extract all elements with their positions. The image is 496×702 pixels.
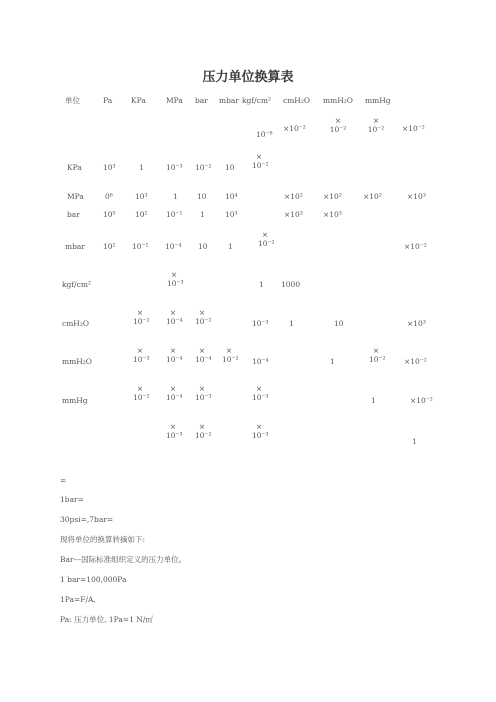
header-kgfcm2: kgf/cm² — [242, 96, 271, 105]
cell: ×10³ — [284, 210, 303, 219]
cell: 10⁻¹ — [132, 242, 149, 251]
cell: × 10⁻² — [133, 384, 150, 402]
cell: × 10⁻² — [222, 346, 239, 364]
cell: × 10⁻³ — [252, 384, 269, 402]
header-cmh2o: cmH₂O — [283, 96, 311, 105]
row-label-kpa: KPa — [67, 163, 82, 172]
cell: × 10⁻⁴ — [166, 384, 183, 402]
cell: ×10² — [284, 192, 303, 201]
page-title: 压力单位换算表 — [202, 70, 294, 85]
header-unit: 单位 — [65, 96, 80, 105]
cell: × 10⁻² — [258, 230, 275, 248]
cell: ×10³ — [407, 319, 426, 328]
cell: 10⁻⁴ — [165, 242, 182, 251]
cell: ×10⁻² — [283, 124, 306, 133]
header-bar: bar — [195, 96, 208, 105]
cell: 10² — [103, 242, 116, 251]
cell: 1 — [371, 396, 376, 405]
cell: × 10⁻⁴ — [166, 346, 183, 364]
header-mmhg: mmHg — [365, 96, 391, 105]
header-pa: Pa — [103, 96, 113, 105]
row-label-bar: bar — [67, 210, 80, 219]
body-line: 30psi=,7bar= — [60, 515, 114, 524]
cell: ×10² — [323, 192, 342, 201]
header-mbar: mbar — [219, 96, 239, 105]
cell: × 10⁻³ — [252, 422, 269, 440]
cell: 1 — [139, 163, 144, 172]
row-label-mpa: MPa — [67, 192, 84, 201]
cell: ×10⁻² — [402, 124, 425, 133]
cell: 10 — [198, 242, 208, 251]
cell: × 10⁻³ — [133, 346, 150, 364]
cell: 1 — [228, 242, 233, 251]
cell: ×10⁻² — [404, 357, 427, 366]
cell: 10⁴ — [225, 192, 238, 201]
cell: 10⁻¹ — [166, 210, 183, 219]
cell: 10⁻³ — [252, 319, 269, 328]
cell: × 10⁻⁴ — [195, 346, 212, 364]
cell: 10³ — [103, 163, 116, 172]
cell: ×10⁻² — [410, 396, 433, 405]
cell: × 10⁻² — [367, 116, 385, 134]
cell: ×10³ — [323, 210, 342, 219]
cell: × 10⁻² — [195, 308, 212, 326]
cell: 1 — [173, 192, 178, 201]
header-kpa: KPa — [131, 96, 146, 105]
row-label-cmh2o: cmH₂O — [62, 319, 90, 328]
cell: 1 — [200, 210, 205, 219]
body-line: Bar---国际标准组织定义的压力单位。 — [60, 555, 187, 564]
cell: × 10⁻² — [133, 308, 150, 326]
cell: × 10⁻⁴ — [166, 308, 183, 326]
cell: × 10⁻³ — [195, 384, 212, 402]
cell: 10 — [197, 192, 207, 201]
body-line: = — [60, 476, 67, 485]
cell: 10⁵ — [103, 210, 116, 219]
row-label-mmhg: mmHg — [62, 396, 88, 405]
cell: 1 — [289, 319, 294, 328]
cell: × 10⁻² — [329, 116, 347, 134]
cell: 1 — [330, 357, 335, 366]
cell: 10³ — [225, 210, 238, 219]
header-mmh2o: mmH₂O — [323, 96, 353, 105]
cell: ×10² — [363, 192, 382, 201]
cell: × 10⁻³ — [167, 270, 184, 288]
cell: × 10⁻² — [195, 422, 212, 440]
cell: 10⁻² — [195, 163, 212, 172]
row-label-mmh2o: mmH₂O — [62, 357, 92, 366]
cell: 10 — [225, 163, 235, 172]
row-label-mbar: mbar — [65, 242, 85, 251]
cell: 10⁻⁸ — [256, 130, 273, 139]
cell: × 10⁻² — [369, 346, 386, 364]
cell: 10³ — [135, 192, 148, 201]
body-line: 现将单位的换算转摘如下: — [60, 535, 146, 544]
cell: ×10⁻² — [404, 242, 427, 251]
cell: × 10⁻² — [252, 152, 269, 170]
row-label-kgfcm2: kgf/cm² — [62, 280, 91, 289]
cell: × 10⁻³ — [166, 422, 183, 440]
cell: 1 — [412, 437, 417, 446]
header-mpa: MPa — [166, 96, 183, 105]
cell: 0⁶ — [105, 192, 113, 201]
cell: 10 — [334, 319, 344, 328]
cell: 10⁻⁴ — [252, 357, 269, 366]
cell: 1000 — [281, 280, 301, 289]
cell: 10² — [135, 210, 148, 219]
cell: 1 — [259, 280, 264, 289]
body-line: 1bar= — [60, 495, 84, 504]
cell: 10⁻³ — [166, 163, 183, 172]
body-line: 1 bar=100,000Pa — [60, 575, 127, 584]
body-line: Pa: 压力单位, 1Pa=1 N/㎡ — [60, 615, 153, 624]
cell: ×10³ — [407, 192, 426, 201]
body-line: 1Pa=F/A, — [60, 595, 96, 604]
